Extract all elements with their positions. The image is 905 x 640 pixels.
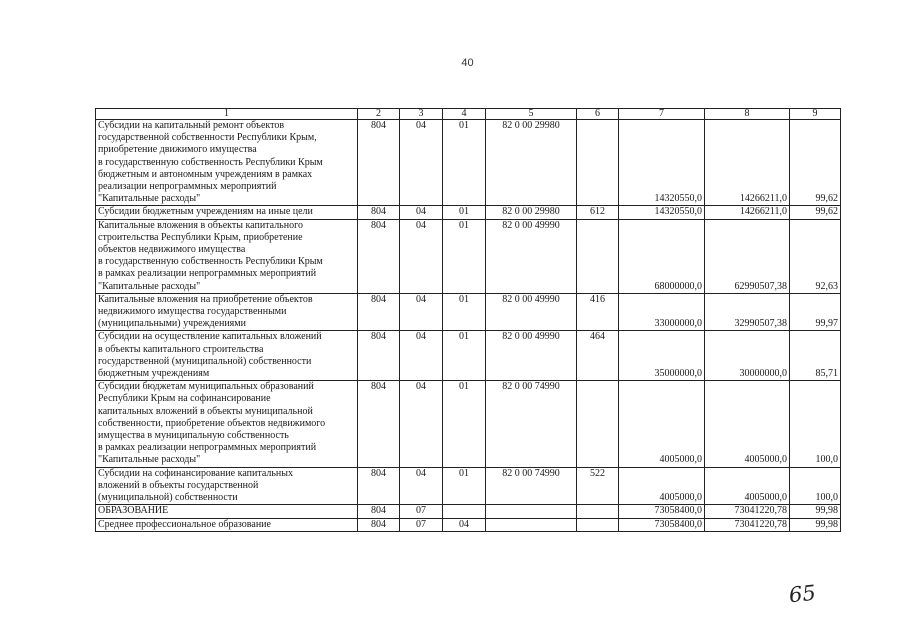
expense-type-code: 464 bbox=[577, 331, 619, 381]
expense-type-code: 612 bbox=[577, 206, 619, 219]
target-article-code: 82 0 00 74990 bbox=[486, 381, 577, 467]
table-row bbox=[96, 120, 841, 206]
section-code: 04 bbox=[400, 381, 443, 467]
section-code: 04 bbox=[400, 467, 443, 505]
column-header: 3 bbox=[400, 109, 443, 120]
section-code: 07 bbox=[400, 505, 443, 518]
grbs-code: 804 bbox=[358, 518, 400, 531]
row-name: Субсидии на софинансирование капитальных вложений в объекты государственной (муниципальной) собственности bbox=[96, 467, 358, 505]
subsection-code: 01 bbox=[443, 331, 486, 381]
grbs-code: 804 bbox=[358, 331, 400, 381]
planned-amount: 73058400,0 bbox=[619, 505, 705, 518]
executed-amount: 30000000,0 bbox=[705, 331, 790, 381]
planned-amount: 14320550,0 bbox=[619, 206, 705, 219]
subsection-code: 01 bbox=[443, 219, 486, 293]
execution-percent: 85,71 bbox=[790, 331, 841, 381]
target-article-code bbox=[486, 518, 577, 531]
table-row bbox=[96, 219, 841, 293]
executed-amount: 62990507,38 bbox=[705, 219, 790, 293]
table-row bbox=[96, 467, 841, 505]
table-row bbox=[96, 518, 841, 531]
table-row bbox=[96, 206, 841, 219]
executed-amount: 32990507,38 bbox=[705, 293, 790, 331]
subsection-code: 01 bbox=[443, 293, 486, 331]
expense-type-code bbox=[577, 219, 619, 293]
planned-amount: 14320550,0 bbox=[619, 120, 705, 206]
target-article-code bbox=[486, 505, 577, 518]
execution-percent: 99,62 bbox=[790, 206, 841, 219]
column-header: 4 bbox=[443, 109, 486, 120]
expense-type-code bbox=[577, 120, 619, 206]
column-header: 7 bbox=[619, 109, 705, 120]
executed-amount: 14266211,0 bbox=[705, 120, 790, 206]
grbs-code: 804 bbox=[358, 381, 400, 467]
execution-percent: 100,0 bbox=[790, 381, 841, 467]
subsection-code: 04 bbox=[443, 518, 486, 531]
expense-type-code: 522 bbox=[577, 467, 619, 505]
column-header: 9 bbox=[790, 109, 841, 120]
grbs-code: 804 bbox=[358, 219, 400, 293]
execution-percent: 99,62 bbox=[790, 120, 841, 206]
execution-percent: 92,63 bbox=[790, 219, 841, 293]
execution-percent: 99,98 bbox=[790, 518, 841, 531]
planned-amount: 68000000,0 bbox=[619, 219, 705, 293]
expense-type-code: 416 bbox=[577, 293, 619, 331]
executed-amount: 14266211,0 bbox=[705, 206, 790, 219]
subsection-code bbox=[443, 505, 486, 518]
grbs-code: 804 bbox=[358, 293, 400, 331]
table-row bbox=[96, 331, 841, 381]
planned-amount: 4005000,0 bbox=[619, 467, 705, 505]
section-code: 04 bbox=[400, 293, 443, 331]
page-number: 40 bbox=[461, 57, 474, 69]
planned-amount: 73058400,0 bbox=[619, 518, 705, 531]
grbs-code: 804 bbox=[358, 120, 400, 206]
row-name: Капитальные вложения на приобретение объектов недвижимого имущества государственными (муниципальными) учреждениями bbox=[96, 293, 358, 331]
row-name: Субсидии на осуществление капитальных вложений в объекты капитального строительства государственной (муниципальной) собственности бюджетным учреждениям bbox=[96, 331, 358, 381]
column-header: 6 bbox=[577, 109, 619, 120]
target-article-code: 82 0 00 74990 bbox=[486, 467, 577, 505]
execution-percent: 99,98 bbox=[790, 505, 841, 518]
table-row bbox=[96, 381, 841, 467]
target-article-code: 82 0 00 29980 bbox=[486, 206, 577, 219]
table-row bbox=[96, 293, 841, 331]
subsection-code: 01 bbox=[443, 381, 486, 467]
row-name: ОБРАЗОВАНИЕ bbox=[96, 505, 358, 518]
expense-type-code bbox=[577, 505, 619, 518]
execution-percent: 100,0 bbox=[790, 467, 841, 505]
planned-amount: 33000000,0 bbox=[619, 293, 705, 331]
column-header: 2 bbox=[358, 109, 400, 120]
target-article-code: 82 0 00 49990 bbox=[486, 331, 577, 381]
handwritten-page-number: 65 bbox=[787, 580, 817, 608]
row-name: Субсидии на капитальный ремонт объектов государственной собственности Республики Крым, приобретение движимого имущества в государственную собственность Республики Крым бюджетным и автономным учреждениям в рамках реализации непрограммных мероприятий "Капитальные расходы" bbox=[96, 120, 358, 206]
subsection-code: 01 bbox=[443, 120, 486, 206]
grbs-code: 804 bbox=[358, 467, 400, 505]
row-name: Субсидии бюджетным учреждениям на иные цели bbox=[96, 206, 358, 219]
section-code: 04 bbox=[400, 120, 443, 206]
column-header: 1 bbox=[96, 109, 358, 120]
executed-amount: 4005000,0 bbox=[705, 467, 790, 505]
budget-table bbox=[95, 108, 841, 532]
target-article-code: 82 0 00 29980 bbox=[486, 120, 577, 206]
subsection-code: 01 bbox=[443, 467, 486, 505]
target-article-code: 82 0 00 49990 bbox=[486, 219, 577, 293]
executed-amount: 73041220,78 bbox=[705, 505, 790, 518]
execution-percent: 99,97 bbox=[790, 293, 841, 331]
expense-type-code bbox=[577, 518, 619, 531]
subsection-code: 01 bbox=[443, 206, 486, 219]
row-name: Среднее профессиональное образование bbox=[96, 518, 358, 531]
table-header-row bbox=[96, 109, 841, 120]
executed-amount: 4005000,0 bbox=[705, 381, 790, 467]
table-row bbox=[96, 505, 841, 518]
row-name: Субсидии бюджетам муниципальных образований Республики Крым на софинансирование капитальных вложений в объекты муниципальной собственности, приобретение объектов недвижимого имущества в муниципальную собственность в рамках реализации непрограммных мероприятий "Капитальные расходы" bbox=[96, 381, 358, 467]
section-code: 07 bbox=[400, 518, 443, 531]
row-name: Капитальные вложения в объекты капитального строительства Республики Крым, приобретение объектов недвижимого имущества в государственную собственность Республики Крым в рамках реализации непрограммных мероприятий "Капитальные расходы" bbox=[96, 219, 358, 293]
section-code: 04 bbox=[400, 206, 443, 219]
target-article-code: 82 0 00 49990 bbox=[486, 293, 577, 331]
column-header: 8 bbox=[705, 109, 790, 120]
grbs-code: 804 bbox=[358, 206, 400, 219]
planned-amount: 35000000,0 bbox=[619, 331, 705, 381]
planned-amount: 4005000,0 bbox=[619, 381, 705, 467]
section-code: 04 bbox=[400, 331, 443, 381]
expense-type-code bbox=[577, 381, 619, 467]
section-code: 04 bbox=[400, 219, 443, 293]
column-header: 5 bbox=[486, 109, 577, 120]
executed-amount: 73041220,78 bbox=[705, 518, 790, 531]
grbs-code: 804 bbox=[358, 505, 400, 518]
